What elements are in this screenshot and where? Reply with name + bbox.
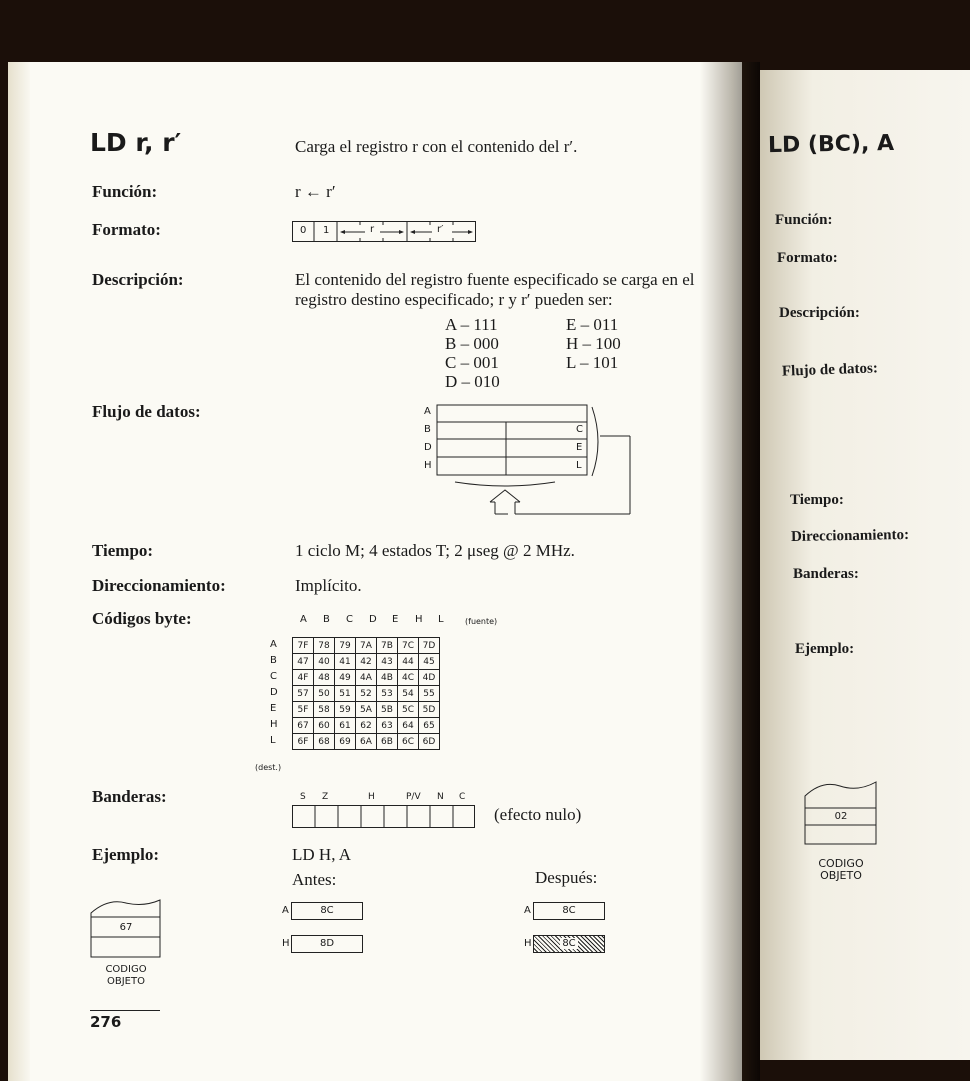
instruction-title: LD r, r′ xyxy=(90,128,182,157)
byte-code-row xyxy=(293,734,440,750)
reg-label: H xyxy=(282,938,290,949)
byte-row-header: D xyxy=(270,687,278,698)
flag-label: Z xyxy=(322,792,329,802)
label-banderas: Banderas: xyxy=(92,787,167,806)
right-label-flujo: Flujo de datos: xyxy=(781,360,879,380)
right-label-ejemplo: Ejemplo: xyxy=(795,641,855,657)
flag-label: H xyxy=(368,792,375,802)
byte-code-cell: 53 xyxy=(377,686,398,702)
register-code: C – 001 xyxy=(445,353,499,372)
format-bit-0: 0 xyxy=(300,225,307,236)
byte-code-cell: 7F xyxy=(293,638,314,654)
byte-rows-note: (dest.) xyxy=(255,763,282,772)
instruction-summary: Carga el registro r con el contenido del r′. xyxy=(295,137,578,156)
tiempo-value: 1 ciclo M; 4 estados T; 2 μseg @ 2 MHz. xyxy=(295,541,575,560)
byte-code-cell: 59 xyxy=(335,702,356,718)
byte-code-row xyxy=(293,702,440,718)
byte-code-cell: 45 xyxy=(419,654,440,670)
right-label-formato: Formato: xyxy=(777,250,838,266)
register-code: B – 000 xyxy=(445,334,499,353)
byte-code-cell: 4F xyxy=(293,670,314,686)
byte-code-cell: 7A xyxy=(356,638,377,654)
byte-code-cell: 62 xyxy=(356,718,377,734)
register-code: L – 101 xyxy=(566,353,619,372)
register-codes-right xyxy=(566,315,621,372)
byte-code-cell: 5D xyxy=(419,702,440,718)
byte-code-cell: 42 xyxy=(356,654,377,670)
caption-line: CODIGO xyxy=(818,857,864,870)
byte-code-cell: 43 xyxy=(377,654,398,670)
right-label-descripcion: Descripción: xyxy=(779,305,860,321)
flow-label: C xyxy=(576,424,583,435)
descripcion-line-2: registro destino especificado; r y r′ pueden ser: xyxy=(295,290,613,309)
flow-label: B xyxy=(424,424,431,435)
right-label-banderas: Banderas: xyxy=(793,566,859,582)
format-bit-1: 1 xyxy=(323,225,330,236)
label-formato: Formato: xyxy=(92,220,161,239)
byte-code-cell: 6A xyxy=(356,734,377,750)
byte-code-cell: 67 xyxy=(293,718,314,734)
byte-code-cell: 60 xyxy=(314,718,335,734)
right-instruction-title: LD (BC), A xyxy=(767,130,895,159)
byte-code-cell: 6F xyxy=(293,734,314,750)
format-field-r-prime: r′ xyxy=(437,224,444,235)
byte-code-cell: 58 xyxy=(314,702,335,718)
byte-col-header: B xyxy=(323,614,330,625)
data-flow-diagram xyxy=(420,402,650,527)
flag-label: C xyxy=(459,792,466,802)
byte-code-cell: 5A xyxy=(356,702,377,718)
byte-col-header: C xyxy=(346,614,353,625)
byte-code-row xyxy=(293,686,440,702)
byte-code-cell: 44 xyxy=(398,654,419,670)
label-direccionamiento: Direccionamiento: xyxy=(92,576,226,595)
descripcion-line-1: El contenido del registro fuente especificado se carga en el xyxy=(295,270,695,289)
register-code: H – 100 xyxy=(566,334,621,353)
byte-col-header: L xyxy=(438,614,444,625)
flag-label: S xyxy=(300,792,306,802)
byte-code-cell: 79 xyxy=(335,638,356,654)
direccionamiento-value: Implícito. xyxy=(295,576,362,595)
caption-line: CODIGO xyxy=(105,964,147,975)
flow-label: A xyxy=(424,406,431,417)
right-label-direccionamiento: Direccionamiento: xyxy=(790,526,910,546)
despues-register-a: 8C xyxy=(533,902,605,920)
byte-code-cell: 68 xyxy=(314,734,335,750)
byte-code-cell: 5F xyxy=(293,702,314,718)
right-object-code-caption xyxy=(804,858,878,882)
byte-code-cell: 6C xyxy=(398,734,419,750)
object-code-value: 67 xyxy=(119,922,133,933)
byte-code-cell: 51 xyxy=(335,686,356,702)
byte-code-cell: 47 xyxy=(293,654,314,670)
register-code: A – 111 xyxy=(445,315,498,334)
byte-row-headers xyxy=(270,637,278,749)
reg-label: A xyxy=(282,905,289,916)
caption-line: OBJETO xyxy=(107,976,145,987)
flow-label: D xyxy=(424,442,432,453)
right-object-code-card xyxy=(804,778,878,853)
right-object-code-value: 02 xyxy=(834,811,848,822)
format-bit-diagram xyxy=(292,221,477,248)
byte-row-header: L xyxy=(270,735,276,746)
byte-code-cell: 64 xyxy=(398,718,419,734)
ejemplo-value: LD H, A xyxy=(292,845,352,864)
register-code: D – 010 xyxy=(445,372,500,391)
byte-code-cell: 57 xyxy=(293,686,314,702)
format-bits-svg xyxy=(292,221,477,243)
flow-label: E xyxy=(576,442,583,453)
byte-code-cell: 50 xyxy=(314,686,335,702)
book-gutter xyxy=(700,62,760,1081)
label-funcion: Función: xyxy=(92,182,158,201)
byte-code-cell: 41 xyxy=(335,654,356,670)
byte-code-cell: 4D xyxy=(419,670,440,686)
byte-code-cell: 52 xyxy=(356,686,377,702)
object-code-card xyxy=(90,895,162,965)
flow-label: L xyxy=(576,460,582,471)
antes-register-h: 8D xyxy=(291,935,363,953)
data-flow-svg xyxy=(420,402,650,522)
byte-code-cell: 55 xyxy=(419,686,440,702)
object-code-caption xyxy=(90,964,162,988)
byte-col-header: H xyxy=(415,614,423,625)
label-codigos-byte: Códigos byte: xyxy=(92,609,192,628)
byte-row-header: E xyxy=(270,703,277,714)
byte-col-header: A xyxy=(300,614,307,625)
reg-label: H xyxy=(524,938,532,949)
despues-label: Después: xyxy=(535,868,598,887)
byte-code-row xyxy=(293,654,440,670)
right-label-tiempo: Tiempo: xyxy=(790,492,844,508)
label-tiempo: Tiempo: xyxy=(92,541,154,560)
format-field-r: r xyxy=(370,224,375,235)
byte-code-cell: 6D xyxy=(419,734,440,750)
register-codes-left xyxy=(445,315,500,391)
byte-code-cell: 69 xyxy=(335,734,356,750)
byte-row-header: A xyxy=(270,639,277,650)
label-descripcion: Descripción: xyxy=(92,270,184,289)
byte-code-cell: 78 xyxy=(314,638,335,654)
byte-code-cell: 6B xyxy=(377,734,398,750)
label-ejemplo: Ejemplo: xyxy=(92,845,160,864)
register-code: E – 011 xyxy=(566,315,619,334)
byte-code-cell: 4C xyxy=(398,670,419,686)
byte-col-header: E xyxy=(392,614,399,625)
antes-label: Antes: xyxy=(292,870,337,889)
byte-code-cell: 49 xyxy=(335,670,356,686)
page-number-rule xyxy=(90,1010,160,1011)
page-edge xyxy=(8,62,32,1081)
right-label-funcion: Función: xyxy=(775,212,833,228)
byte-row-header: B xyxy=(270,655,277,666)
byte-code-cell: 7D xyxy=(419,638,440,654)
byte-code-cell: 65 xyxy=(419,718,440,734)
byte-code-cell: 48 xyxy=(314,670,335,686)
byte-code-cell: 40 xyxy=(314,654,335,670)
byte-code-cell: 7C xyxy=(398,638,419,654)
despues-register-h-value: 8C xyxy=(562,938,576,949)
funcion-value: r ← r′ xyxy=(295,182,336,201)
byte-code-row xyxy=(293,718,440,734)
label-flujo: Flujo de datos: xyxy=(92,402,201,421)
byte-code-table xyxy=(292,637,440,750)
byte-code-cell: 4B xyxy=(377,670,398,686)
byte-code-cell: 7B xyxy=(377,638,398,654)
byte-code-cell: 63 xyxy=(377,718,398,734)
byte-code-cell: 4A xyxy=(356,670,377,686)
byte-cols-note: (fuente) xyxy=(465,617,498,626)
flow-label: H xyxy=(424,460,432,471)
byte-code-cell: 5C xyxy=(398,702,419,718)
antes-register-a: 8C xyxy=(291,902,363,920)
byte-code-row xyxy=(293,670,440,686)
byte-code-cell: 5B xyxy=(377,702,398,718)
byte-row-header: H xyxy=(270,719,278,730)
flags-register xyxy=(292,805,476,829)
flag-label: P/V xyxy=(406,792,421,802)
byte-code-row xyxy=(293,638,440,654)
byte-row-header: C xyxy=(270,671,277,682)
flags-note: (efecto nulo) xyxy=(494,805,582,824)
flag-label: N xyxy=(437,792,444,802)
byte-code-cell: 61 xyxy=(335,718,356,734)
caption-line: OBJETO xyxy=(820,869,862,882)
despues-register-h xyxy=(533,935,605,953)
page-number: 276 xyxy=(90,1013,122,1031)
byte-code-cell: 54 xyxy=(398,686,419,702)
byte-col-header: D xyxy=(369,614,377,625)
reg-label: A xyxy=(524,905,531,916)
